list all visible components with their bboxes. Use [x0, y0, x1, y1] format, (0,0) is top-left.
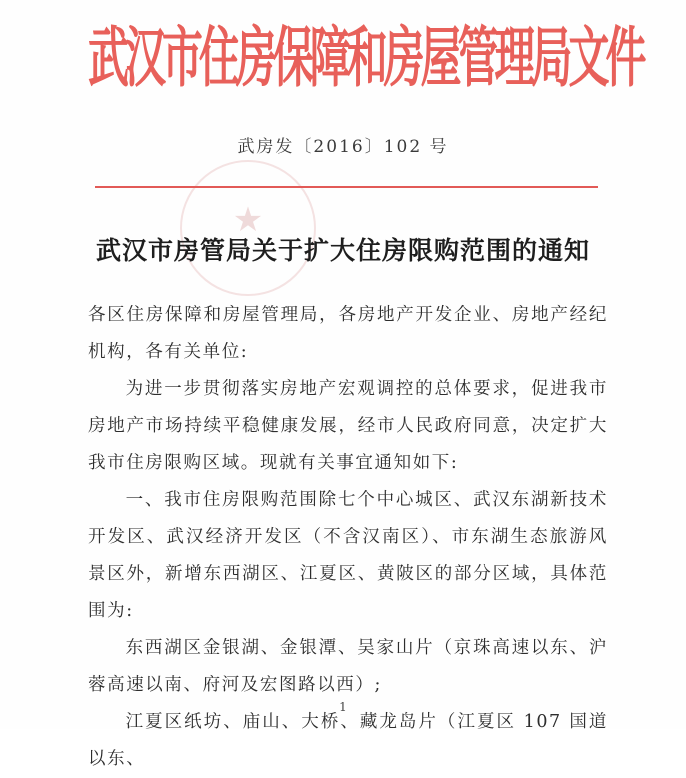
- notice-title: 武汉市房管局关于扩大住房限购范围的通知: [95, 236, 590, 265]
- paragraph: 东西湖区金银湖、金银潭、吴家山片（京珠高速以东、沪蓉高速以南、府河及宏图路以西）;: [88, 638, 608, 695]
- official-seal-stamp: [180, 160, 316, 296]
- page-number: 1: [339, 700, 347, 714]
- star-icon: ★: [232, 200, 264, 241]
- addressee-line: 各区住房保障和房屋管理局，各房地产开发企业、房地产经纪机构，各有关单位:: [88, 305, 608, 362]
- paragraph: 江夏区纸坊、庙山、大桥、藏龙岛片（江夏区 107 国道以东、: [88, 712, 608, 769]
- paragraph: 一、我市住房限购范围除七个中心城区、武汉东湖新技术开发区、武汉经济开发区（不含汉南区）、市东湖生态旅游风景区外，新增东西湖区、江夏区、黄陂区的部分区域，具体范围为:: [88, 490, 608, 621]
- red-divider-line: [95, 186, 598, 188]
- masthead-title: 武汉市住房保障和房屋管理局文件: [88, 19, 643, 96]
- document-number: 武房发〔2016〕102 号: [237, 137, 449, 157]
- paragraph: 为进一步贯彻落实房地产宏观调控的总体要求，促进我市房地产市场持续平稳健康发展，经市人民政府同意，决定扩大我市住房限购区域。现就有关事宜通知如下:: [88, 379, 608, 473]
